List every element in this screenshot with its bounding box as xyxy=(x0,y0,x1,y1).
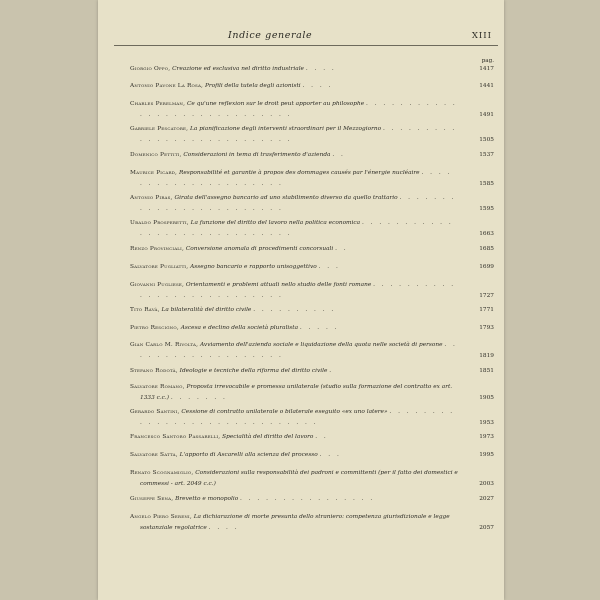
toc-entry xyxy=(130,99,494,120)
entry-page-number: 1727 xyxy=(479,292,494,299)
leader-dots: . . . . . . . . . . . . . . . . xyxy=(240,496,375,502)
entry-page-number: 1595 xyxy=(479,205,494,212)
entry-page-number: 1441 xyxy=(479,83,494,89)
entry-author: Maurice Picard, xyxy=(130,170,178,176)
entry-author: Charles Perelman, xyxy=(130,101,186,107)
leader-dots: . . . . . . . . . . . . . . . . . . . . . xyxy=(140,170,452,187)
toc-entry xyxy=(130,305,494,316)
entry-author: Antonio Pavone La Rosa, xyxy=(130,83,204,89)
entry-page-number: 1905 xyxy=(479,394,494,401)
entry-title: Proposta irrevocabile e promessa unilaterale (studio sulla formazione del contratto ex art. 1333 c.c.) xyxy=(140,384,453,401)
entry-title: Avviamento dell'azienda sociale e liquidazione della quota nelle società di persone xyxy=(199,342,443,348)
entry-page-number: 2057 xyxy=(479,524,494,531)
entry-page-number: 1537 xyxy=(479,152,494,158)
entry-author: Giovanni Pugliese, xyxy=(130,282,185,288)
entry-page-number: 1851 xyxy=(479,368,494,374)
leader-dots: . . . . . . . . . . xyxy=(253,307,336,313)
entry-author: Angelo Piero Sereni, xyxy=(130,514,192,520)
entry-title: Orientamenti e problemi attuali nello studio delle fonti romane xyxy=(185,282,372,288)
toc-entry xyxy=(130,64,494,75)
leader-dots: . . xyxy=(335,246,349,252)
toc-entry xyxy=(130,150,494,161)
entry-page-number: 1819 xyxy=(479,352,494,359)
toc-entry xyxy=(130,280,494,301)
leader-dots: . . . . xyxy=(208,524,240,531)
book-page xyxy=(98,0,504,600)
entry-page-number: 1793 xyxy=(479,325,494,331)
entry-title: La bilateralità del diritto civile xyxy=(161,307,252,313)
toc-entry xyxy=(130,494,494,505)
entry-author: Gerardo Santini, xyxy=(130,409,180,415)
entry-author: Gabriele Pescatore, xyxy=(130,126,189,132)
entry-author: Tito Ravà, xyxy=(130,307,160,313)
entry-author: Pietro Rescigno, xyxy=(130,325,179,331)
table-of-contents xyxy=(130,64,494,584)
entry-page-number: 1995 xyxy=(479,452,494,458)
entry-author: Giorgio Oppo, xyxy=(130,66,171,72)
toc-entry xyxy=(130,193,494,214)
leader-dots: . . . . xyxy=(302,83,333,89)
entry-title: Considerazioni sulla responsabilità dei padroni e committenti (per il fatto dei domestici e commessi - art. 2049 c.c.) xyxy=(140,470,458,487)
entry-title: Conversione anomala di procedimenti concorsuali xyxy=(185,246,334,252)
toc-entry xyxy=(130,382,494,403)
entry-title: L'apporto di Ascarelli alla scienza del processo xyxy=(179,452,318,458)
entry-title: Assegno bancario e rapporto unisoggettivo xyxy=(190,264,317,270)
entry-title: Brevetto e monopolio xyxy=(175,496,239,502)
leader-dots: . . . . . . . . . . . . . . . . . . . . . . . . . . . . . xyxy=(140,101,458,118)
entry-page-number: 1505 xyxy=(479,136,494,143)
page-number-roman: XIII xyxy=(471,31,492,41)
entry-page-number: 1491 xyxy=(479,111,494,118)
entry-author: Ubaldo Prosperetti, xyxy=(130,220,189,226)
entry-page-number: 1663 xyxy=(479,230,494,237)
leader-dots: . . . . . . . . . . . . . . . . . . . . . . . . . . . . . xyxy=(140,220,454,237)
leader-dots: . . . xyxy=(319,452,342,458)
entry-page-number: 1417 xyxy=(479,66,494,72)
entry-title: Ce qu'une reflexion sur le droit peut apporter au philosophe xyxy=(186,101,365,107)
toc-entry xyxy=(130,168,494,189)
entry-page-number: 1953 xyxy=(479,419,494,426)
leader-dots: . . . . . . . . . . . . . . . . . . . . . . . . . . . . . xyxy=(140,409,455,426)
entry-author: Giuseppe Sena, xyxy=(130,496,174,502)
entry-title: Profili della tutela degli azionisti xyxy=(204,83,301,89)
entry-title: Specialità del diritto del lavoro xyxy=(222,434,314,440)
entry-page-number: 1585 xyxy=(479,180,494,187)
entry-title: La dichiarazione di morte presunta dello straniero: competenza giurisdizionale e legge sostanziale regolatrice xyxy=(140,514,450,531)
entry-author: Francesco Santoro Passarelli, xyxy=(130,434,221,440)
entry-title: Cessione di contratto unilaterale o bilaterale eseguito «ex uno latere» xyxy=(181,409,388,415)
entry-author: Gian Carlo M. Rivolta, xyxy=(130,342,199,348)
entry-author: Domenico Pettiti, xyxy=(130,152,182,158)
entry-author: Salvatore Pugliatti, xyxy=(130,264,189,270)
entry-title: Girata dell'assegno bancario ad uno stabilimento diverso da quello trattario xyxy=(174,195,398,201)
entry-author: Salvatore Satta, xyxy=(130,452,178,458)
header-rule xyxy=(114,45,498,46)
toc-entry xyxy=(130,262,494,273)
entry-title: Ascesa e declino della società pluralista xyxy=(180,325,299,331)
entry-author: Renzo Provinciali, xyxy=(130,246,184,252)
entry-title: Creazione ed esclusiva nel diritto industriale xyxy=(172,66,304,72)
entry-author: Stefano Rodotà, xyxy=(130,368,178,374)
entry-page-number: 1685 xyxy=(479,246,494,252)
entry-author: Antonio Piras, xyxy=(130,195,173,201)
leader-dots: . . . . . . . . . . . . . . . . . . . . . . . . xyxy=(140,195,456,212)
entry-title: Ideologie e tecniche della riforma del diritto civile xyxy=(179,368,328,374)
entry-page-number: 2003 xyxy=(479,480,494,487)
toc-entry xyxy=(130,407,494,428)
leader-dots: . xyxy=(329,368,334,374)
toc-entry xyxy=(130,432,494,443)
entry-title: Considerazioni in tema di trasferimento d'azienda xyxy=(183,152,331,158)
entry-page-number: 1771 xyxy=(479,307,494,313)
leader-dots: . . . . . . . . . . . . . . . . . . . xyxy=(140,342,458,359)
entry-page-number: 1699 xyxy=(479,264,494,270)
toc-entry xyxy=(130,244,494,255)
entry-title: La pianificazione degli interventi straordinari per il Mezzogiorno xyxy=(190,126,382,132)
toc-entry xyxy=(130,81,494,92)
toc-entry xyxy=(130,366,494,377)
entry-page-number: 1973 xyxy=(479,434,494,440)
leader-dots: . . . . xyxy=(305,66,337,72)
entry-author: Salvatore Romano, xyxy=(130,384,185,390)
toc-entry xyxy=(130,512,494,533)
pag-label: pag. xyxy=(481,58,494,64)
leader-dots: . . . . . . . . . . . . . . . . . . . . . . . . . . . xyxy=(140,126,457,143)
entry-page-number: 2027 xyxy=(479,496,494,502)
toc-entry xyxy=(130,468,494,489)
entry-author: Renato Scognamiglio, xyxy=(130,470,194,476)
toc-entry xyxy=(130,450,494,461)
toc-entry xyxy=(130,124,494,145)
entry-title: La funzione del diritto del lavoro nella politica economica xyxy=(190,220,361,226)
leader-dots: . . xyxy=(332,152,346,158)
leader-dots: . . . . . xyxy=(299,325,339,331)
toc-entry xyxy=(130,323,494,334)
toc-entry xyxy=(130,218,494,239)
leader-dots: . . . . . . . . . . . . . . . . . . . . . . . . . . . xyxy=(140,282,456,299)
running-title: Indice generale xyxy=(228,30,313,41)
leader-dots: . . . xyxy=(318,264,341,270)
entry-title: Responsabilité et garantie à propos des dommages causés par l'énergie nucléaire xyxy=(178,170,420,176)
toc-entry xyxy=(130,340,494,361)
leader-dots: . . . . . . . xyxy=(170,394,228,401)
leader-dots: . . xyxy=(315,434,329,440)
